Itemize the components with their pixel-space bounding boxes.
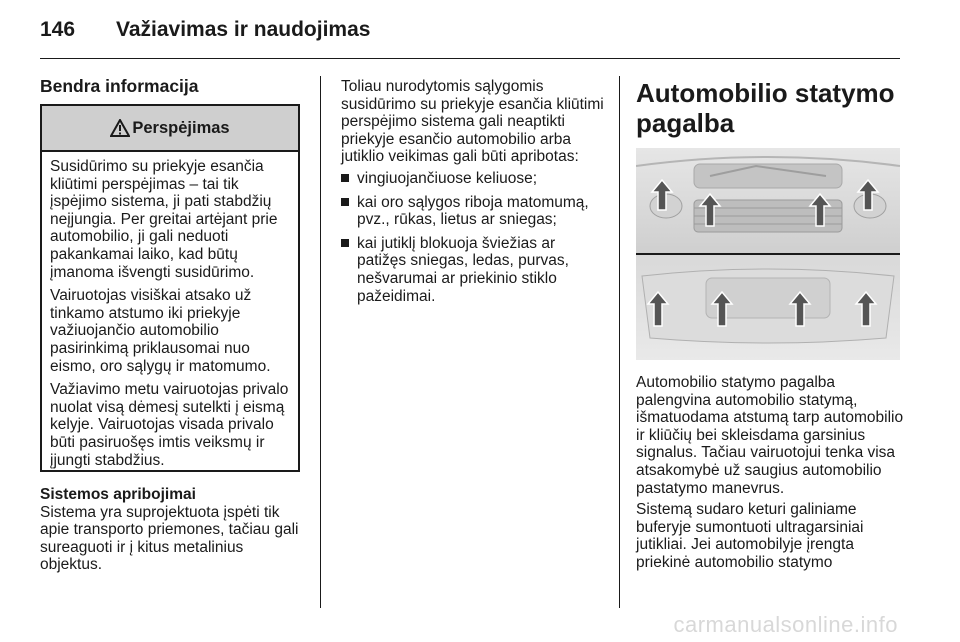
warning-box — [40, 104, 300, 472]
limits-section — [40, 486, 306, 578]
limitations-list — [341, 170, 607, 305]
page-number: 146 — [40, 18, 76, 41]
column-1 — [40, 78, 302, 106]
parking-paragraph-1: Automobilio statymo pagalba palengvina automobilio statymą, išmatuodama atstumą tarp automobilio ir kliūčių bei skleisdama garsinius signalus. Tačiau vairuotojui tenka visa atsakomybė už saugius automobilio pastatymo manevrus. — [636, 374, 904, 497]
warning-paragraph-3: Važiavimo metu vairuotojas privalo nuolat visą dėmesį sutelkti į eismą kelyje. Vairuotojas visada privalo būti pasiruošęs imtis veiksmų ir įjungti stabdžius. — [50, 381, 289, 469]
limits-text: Sistema yra suprojektuota įspėti tik apie transporto priemones, tačiau gali sureaguoti ir į kitus metalinius objektus. — [40, 503, 299, 574]
limits-heading: Sistemos apribojimai — [40, 486, 196, 503]
bullet-square-icon — [341, 198, 349, 206]
warning-paragraph-1: Susidūrimo su priekyje esančia kliūtimi perspėjimas – tai tik įspėjimo sistema, ji pati stabdžių neįjungia. Per greitai artėjant prie automobilio, ji gali neduoti pakankamai laiko, kad būtų įmanoma išvengti susidūrimo. — [50, 158, 278, 281]
limitations-intro: Toliau nurodytomis sąlygomis susidūrimo su priekyje esančia kliūtimi perspėjimo sistema gali neaptikti priekyje esančio automobilio arba jutiklio veikimas gali būti apribotas: — [341, 78, 604, 166]
warning-header — [42, 106, 298, 152]
parking-sensor-figure — [636, 148, 900, 360]
warning-title: Perspėjimas — [132, 118, 230, 137]
header-rule — [40, 58, 900, 59]
column-3-text — [636, 374, 904, 576]
column-2 — [341, 78, 607, 311]
list-item: vingiuojančiuose keliuose; — [341, 170, 607, 188]
column-divider-1 — [320, 76, 321, 608]
bullet-square-icon — [341, 174, 349, 182]
parking-paragraph-2: Sistemą sudaro keturi galiniame buferyje sumontuoti ultragarsiniai jutikliai. Jei automobilyje įrengta priekinė automobilio statymo — [636, 501, 864, 571]
warning-paragraph-2: Vairuotojas visiškai atsako už tinkamo atstumo iki priekyje važiuojančio automobilio pasirinkimą priklausomai nuo eismo, oro sąlygų ir matomumo. — [50, 287, 271, 375]
warning-body — [42, 152, 298, 469]
section-title: Automobilio statymo pagalba — [636, 78, 895, 138]
column-divider-2 — [619, 76, 620, 608]
column-3-title — [636, 78, 900, 138]
bullet-square-icon — [341, 239, 349, 247]
section-heading: Bendra informacija — [40, 76, 199, 96]
list-item: kai oro sąlygos riboja matomumą, pvz., rūkas, lietus ar sniegas; — [341, 194, 607, 229]
page-header — [40, 18, 370, 42]
warning-triangle-icon — [110, 119, 130, 137]
list-item: kai jutiklį blokuoja šviežias ar patižęs sniegas, ledas, purvas, nešvarumai ar priekinio stiklo pažeidimai. — [341, 235, 607, 305]
chapter-title: Važiavimas ir naudojimas — [116, 18, 371, 41]
watermark: carmanualsonline.info — [673, 612, 898, 637]
